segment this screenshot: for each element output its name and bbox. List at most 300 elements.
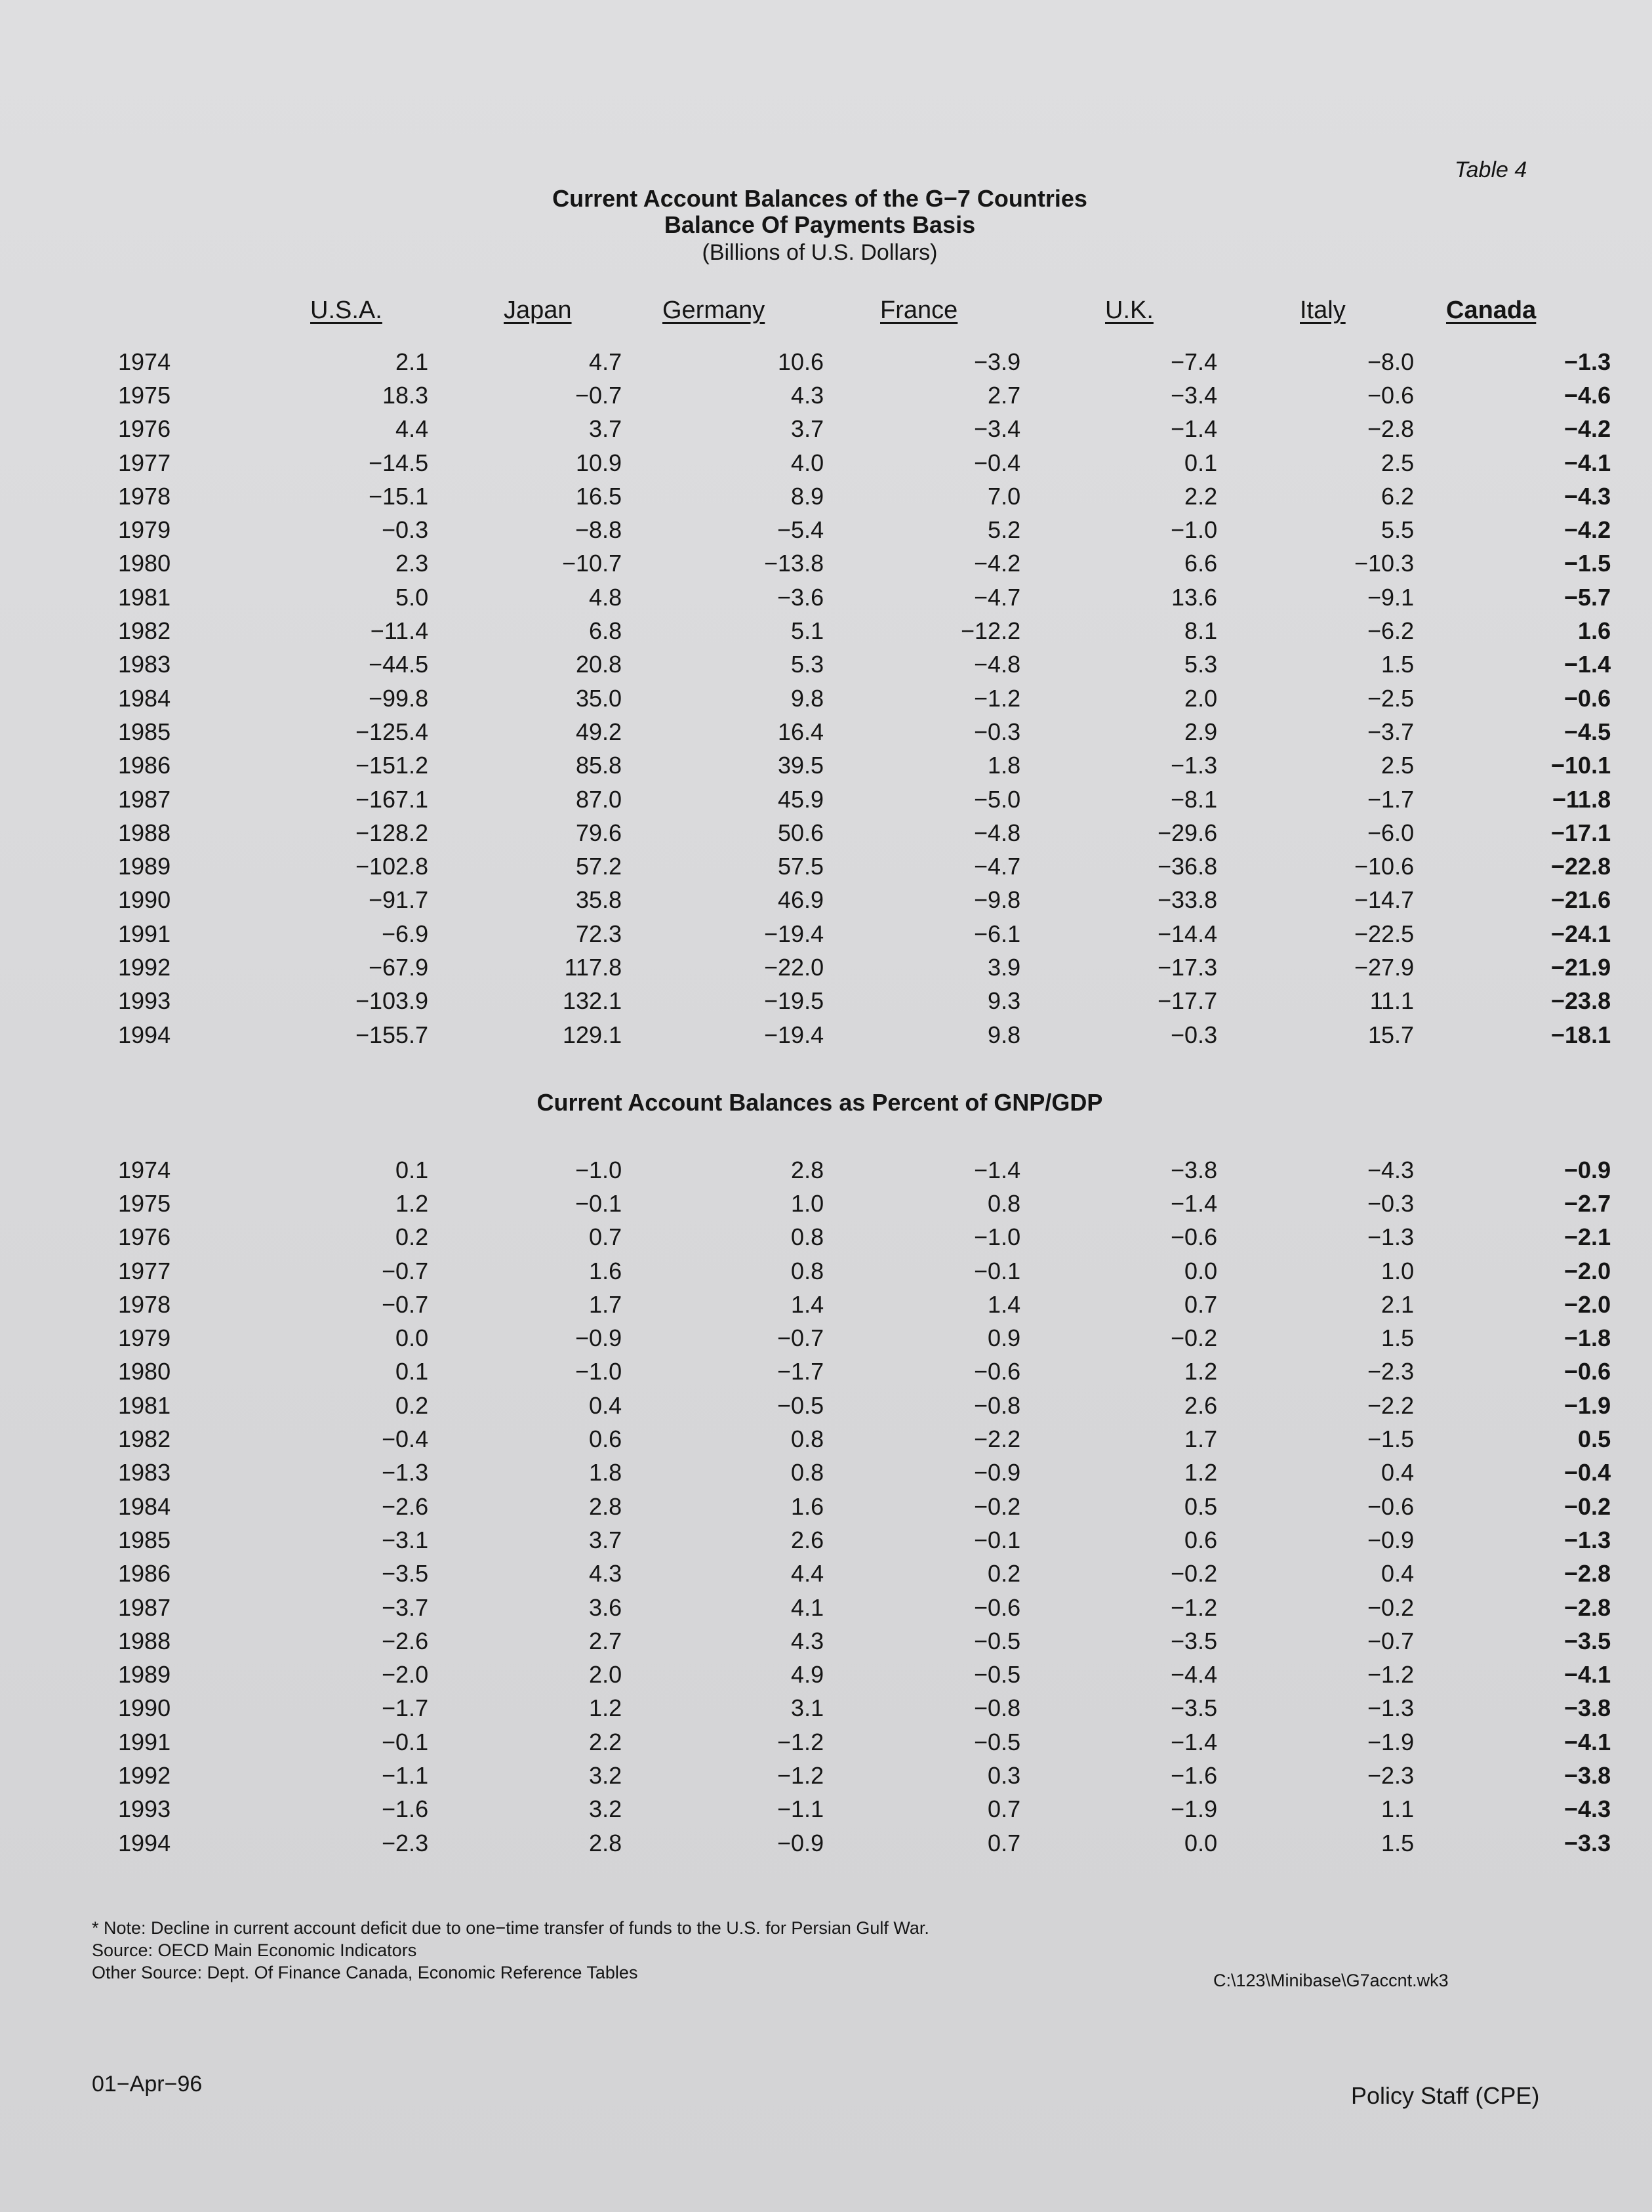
value-cell: 0.6 [589, 1425, 622, 1453]
source-line: Source: OECD Main Economic Indicators [92, 1940, 417, 1960]
value-cell: 2.2 [1184, 482, 1218, 510]
page-subtitle: Balance Of Payments Basis [664, 211, 976, 238]
value-cell: −0.6 [1367, 381, 1415, 409]
table-row [118, 1422, 1611, 1456]
year-cell: 1990 [118, 886, 171, 914]
year-cell: 1975 [118, 1189, 171, 1217]
value-cell: −0.5 [777, 1391, 824, 1419]
value-cell: 0.0 [395, 1324, 429, 1352]
value-cell: −1.2 [777, 1761, 824, 1789]
value-cell: 87.0 [576, 785, 622, 813]
value-cell: 0.4 [1381, 1560, 1415, 1587]
value-cell: −0.1 [382, 1728, 429, 1755]
value-cell: 2.0 [1184, 684, 1218, 712]
value-cell: −0.2 [1564, 1492, 1611, 1520]
value-cell: −0.2 [974, 1492, 1021, 1520]
value-cell: 0.7 [1184, 1290, 1218, 1318]
table-row [118, 715, 1611, 748]
value-cell: 0.7 [589, 1223, 622, 1251]
value-cell: 5.0 [395, 583, 429, 611]
value-cell: −1.1 [777, 1795, 824, 1823]
value-cell: 0.8 [791, 1223, 824, 1251]
year-cell: 1975 [118, 381, 171, 409]
value-cell: 2.8 [791, 1156, 824, 1183]
value-cell: −8.1 [1171, 785, 1218, 813]
value-cell: 0.6 [1184, 1526, 1218, 1553]
value-cell: −24.1 [1551, 920, 1611, 947]
value-cell: −0.6 [1367, 1492, 1415, 1520]
value-cell: −17.3 [1158, 953, 1218, 981]
value-cell: 129.1 [563, 1021, 622, 1048]
value-cell: −0.1 [974, 1526, 1021, 1553]
year-cell: 1983 [118, 1459, 171, 1486]
value-cell: −4.7 [974, 583, 1021, 611]
value-cell: −4.3 [1564, 482, 1611, 510]
value-cell: −6.1 [974, 920, 1021, 947]
value-cell: −10.3 [1354, 550, 1415, 577]
value-cell: 0.9 [988, 1324, 1021, 1352]
value-cell: −1.6 [1171, 1761, 1218, 1789]
year-cell: 1979 [118, 516, 171, 544]
value-cell: 5.2 [988, 516, 1021, 544]
value-cell: 11.1 [1369, 987, 1415, 1015]
value-cell: −10.1 [1551, 752, 1611, 779]
section-title-percent: Current Account Balances as Percent of GNP/GDP [536, 1089, 1103, 1116]
value-cell: 2.6 [791, 1526, 824, 1553]
table-label: Table 4 [1455, 157, 1527, 182]
table-row [118, 917, 1611, 951]
value-cell: −0.8 [974, 1694, 1021, 1722]
value-cell: −3.5 [1564, 1627, 1611, 1654]
value-cell: 1.0 [791, 1189, 824, 1217]
value-cell: 2.8 [589, 1492, 622, 1520]
column-header-uk: U.K. [1105, 297, 1154, 324]
value-cell: −2.6 [382, 1492, 429, 1520]
value-cell: −1.8 [1564, 1324, 1611, 1352]
value-cell: −1.2 [974, 684, 1021, 712]
table-row [118, 951, 1611, 984]
year-cell: 1986 [118, 1560, 171, 1587]
value-cell: −11.4 [370, 617, 429, 645]
value-cell: 6.8 [589, 617, 622, 645]
value-cell: −3.4 [974, 415, 1021, 443]
year-cell: 1990 [118, 1694, 171, 1722]
value-cell: −0.3 [1171, 1021, 1218, 1048]
value-cell: −1.3 [1367, 1223, 1415, 1251]
table-row [118, 1254, 1611, 1288]
author-label: Policy Staff (CPE) [1351, 2082, 1540, 2109]
table-row [118, 1221, 1611, 1254]
value-cell: −1.4 [1171, 1189, 1218, 1217]
value-cell: −0.6 [1171, 1223, 1218, 1251]
table-row [118, 1523, 1611, 1557]
value-cell: 2.2 [589, 1728, 622, 1755]
value-cell: −3.4 [1171, 381, 1218, 409]
value-cell: −1.2 [1171, 1593, 1218, 1621]
year-cell: 1980 [118, 1358, 171, 1385]
table-row [118, 783, 1611, 816]
table-row [118, 816, 1611, 850]
value-cell: −167.1 [355, 785, 429, 813]
value-cell: −22.0 [764, 953, 824, 981]
value-cell: 2.1 [1381, 1290, 1415, 1318]
year-cell: 1984 [118, 1492, 171, 1520]
value-cell: 117.8 [564, 953, 622, 981]
value-cell: −13.8 [764, 550, 824, 577]
table-row [118, 547, 1611, 581]
value-cell: 79.6 [576, 819, 622, 846]
value-cell: −7.4 [1171, 348, 1218, 375]
value-cell: 0.0 [1184, 1257, 1218, 1284]
value-cell: −4.1 [1564, 1728, 1611, 1755]
value-cell: 1.0 [1381, 1257, 1415, 1284]
value-cell: −18.1 [1551, 1021, 1611, 1048]
value-cell: −22.8 [1551, 853, 1611, 880]
table-row [118, 1288, 1611, 1321]
year-cell: 1976 [118, 415, 171, 443]
value-cell: −1.4 [974, 1156, 1021, 1183]
value-cell: −14.5 [369, 449, 429, 476]
value-cell: 1.6 [1578, 617, 1611, 645]
value-cell: −1.4 [1171, 415, 1218, 443]
value-cell: 0.7 [988, 1795, 1021, 1823]
value-cell: 2.1 [395, 348, 429, 375]
value-cell: −128.2 [355, 819, 429, 846]
value-cell: 0.0 [1184, 1829, 1218, 1856]
year-cell: 1989 [118, 853, 171, 880]
value-cell: −91.7 [369, 886, 429, 914]
value-cell: 1.8 [589, 1459, 622, 1486]
value-cell: 18.3 [382, 381, 429, 409]
value-cell: 0.4 [589, 1391, 622, 1419]
value-cell: −19.4 [764, 1021, 824, 1048]
value-cell: −1.5 [1367, 1425, 1415, 1453]
value-cell: −155.7 [355, 1021, 429, 1048]
value-cell: −4.2 [1564, 415, 1611, 443]
value-cell: 16.5 [576, 482, 622, 510]
value-cell: 9.8 [988, 1021, 1021, 1048]
value-cell: −15.1 [369, 482, 429, 510]
value-cell: −0.5 [974, 1661, 1021, 1689]
value-cell: 50.6 [778, 819, 824, 846]
value-cell: −1.3 [1171, 752, 1218, 779]
column-header-germany: Germany [662, 297, 765, 324]
value-cell: −5.7 [1564, 583, 1611, 611]
value-cell: −33.8 [1158, 886, 1218, 914]
value-cell: −125.4 [355, 718, 429, 745]
value-cell: −2.1 [1564, 1223, 1611, 1251]
value-cell: −23.8 [1551, 987, 1611, 1015]
value-cell: −103.9 [355, 987, 429, 1015]
table-row [118, 1624, 1611, 1658]
value-cell: −8.0 [1367, 348, 1415, 375]
value-cell: −3.5 [1171, 1694, 1218, 1722]
year-cell: 1991 [118, 1728, 171, 1755]
value-cell: 5.1 [791, 617, 824, 645]
value-cell: −2.8 [1367, 415, 1415, 443]
value-cell: −0.6 [1564, 684, 1611, 712]
value-cell: −2.7 [1564, 1189, 1611, 1217]
value-cell: 0.8 [791, 1425, 824, 1453]
value-cell: −19.4 [764, 920, 824, 947]
value-cell: 0.2 [988, 1560, 1021, 1587]
value-cell: −9.1 [1367, 583, 1415, 611]
year-cell: 1993 [118, 1795, 171, 1823]
value-cell: −44.5 [369, 651, 429, 678]
value-cell: −12.2 [961, 617, 1021, 645]
value-cell: −0.7 [382, 1290, 429, 1318]
value-cell: −3.9 [974, 348, 1021, 375]
value-cell: 2.5 [1381, 752, 1415, 779]
value-cell: 2.5 [1381, 449, 1415, 476]
value-cell: 0.8 [791, 1257, 824, 1284]
value-cell: 10.9 [576, 449, 622, 476]
value-cell: −0.9 [777, 1829, 824, 1856]
value-cell: −0.3 [382, 516, 429, 544]
value-cell: 4.1 [791, 1593, 824, 1621]
value-cell: −36.8 [1158, 853, 1218, 880]
table-row [118, 446, 1611, 480]
year-cell: 1994 [118, 1021, 171, 1048]
year-cell: 1977 [118, 449, 171, 476]
value-cell: −3.3 [1564, 1829, 1611, 1856]
table-row [118, 1490, 1611, 1523]
value-cell: 3.7 [589, 415, 622, 443]
value-cell: 15.7 [1368, 1021, 1415, 1048]
year-cell: 1985 [118, 1526, 171, 1553]
year-cell: 1987 [118, 1593, 171, 1621]
value-cell: −0.6 [974, 1358, 1021, 1385]
year-cell: 1987 [118, 785, 171, 813]
value-cell: 49.2 [576, 718, 622, 745]
value-cell: −6.9 [382, 920, 429, 947]
year-cell: 1986 [118, 752, 171, 779]
value-cell: −1.4 [1564, 651, 1611, 678]
value-cell: 1.5 [1381, 651, 1415, 678]
value-cell: 9.3 [988, 987, 1021, 1015]
value-cell: −0.3 [974, 718, 1021, 745]
value-cell: 20.8 [576, 651, 622, 678]
value-cell: −4.5 [1564, 718, 1611, 745]
value-cell: −9.8 [974, 886, 1021, 914]
value-cell: 1.1 [1381, 1795, 1415, 1823]
value-cell: −2.5 [1367, 684, 1415, 712]
value-cell: 3.7 [589, 1526, 622, 1553]
value-cell: 3.9 [988, 953, 1021, 981]
table-row [118, 614, 1611, 647]
value-cell: −0.5 [974, 1627, 1021, 1654]
value-cell: 13.6 [1171, 583, 1218, 611]
value-cell: 0.2 [395, 1391, 429, 1419]
table-row [118, 1826, 1611, 1860]
value-cell: −1.3 [1564, 348, 1611, 375]
value-cell: 4.7 [589, 348, 622, 375]
value-cell: −1.7 [777, 1358, 824, 1385]
value-cell: −0.4 [1564, 1459, 1611, 1486]
value-cell: −2.2 [974, 1425, 1021, 1453]
year-cell: 1984 [118, 684, 171, 712]
column-header-japan: Japan [504, 297, 572, 324]
value-cell: 2.0 [589, 1661, 622, 1689]
table-row [118, 1725, 1611, 1759]
table-row [118, 1389, 1611, 1422]
value-cell: 0.4 [1381, 1459, 1415, 1486]
year-cell: 1991 [118, 920, 171, 947]
value-cell: −6.0 [1367, 819, 1415, 846]
value-cell: −67.9 [369, 953, 429, 981]
value-cell: −4.7 [974, 853, 1021, 880]
value-cell: −0.7 [1367, 1627, 1415, 1654]
value-cell: −2.8 [1564, 1560, 1611, 1587]
year-cell: 1988 [118, 1627, 171, 1654]
value-cell: −3.7 [1367, 718, 1415, 745]
value-cell: 1.5 [1381, 1324, 1415, 1352]
value-cell: −11.8 [1552, 785, 1611, 813]
year-cell: 1989 [118, 1661, 171, 1689]
value-cell: 5.5 [1381, 516, 1415, 544]
value-cell: 1.4 [791, 1290, 824, 1318]
value-cell: 2.7 [589, 1627, 622, 1654]
value-cell: −0.7 [382, 1257, 429, 1284]
value-cell: 0.5 [1184, 1492, 1218, 1520]
value-cell: −21.6 [1551, 886, 1611, 914]
value-cell: −3.5 [382, 1560, 429, 1587]
table-row [118, 1456, 1611, 1490]
value-cell: 3.1 [791, 1694, 824, 1722]
value-cell: −0.6 [974, 1593, 1021, 1621]
value-cell: −1.0 [1171, 516, 1218, 544]
value-cell: −17.7 [1158, 987, 1218, 1015]
value-cell: −151.2 [355, 752, 429, 779]
column-header-italy: Italy [1300, 297, 1346, 324]
year-cell: 1983 [118, 651, 171, 678]
value-cell: −102.8 [355, 853, 429, 880]
value-cell: −27.9 [1354, 953, 1415, 981]
value-cell: −1.0 [974, 1223, 1021, 1251]
percent-table [118, 1153, 1611, 1860]
value-cell: −3.6 [777, 583, 824, 611]
year-cell: 1981 [118, 583, 171, 611]
year-cell: 1994 [118, 1829, 171, 1856]
value-cell: −14.7 [1354, 886, 1415, 914]
table-row [118, 1692, 1611, 1725]
value-cell: 4.0 [791, 449, 824, 476]
value-cell: −2.3 [1367, 1761, 1415, 1789]
table-row [118, 513, 1611, 546]
table-row [118, 1658, 1611, 1691]
value-cell: −4.2 [974, 550, 1021, 577]
value-cell: −4.2 [1564, 516, 1611, 544]
value-cell: −1.3 [1564, 1526, 1611, 1553]
value-cell: 4.3 [589, 1560, 622, 1587]
value-cell: −6.2 [1367, 617, 1415, 645]
value-cell: −8.8 [575, 516, 622, 544]
table-row [118, 413, 1611, 446]
value-cell: 45.9 [778, 785, 824, 813]
value-cell: −0.7 [777, 1324, 824, 1352]
value-cell: −0.9 [1564, 1156, 1611, 1183]
value-cell: 1.6 [589, 1257, 622, 1284]
value-cell: −4.1 [1564, 1661, 1611, 1689]
table-row [118, 1321, 1611, 1355]
value-cell: −4.4 [1171, 1661, 1218, 1689]
value-cell: 0.1 [395, 1358, 429, 1385]
table-row [118, 480, 1611, 513]
value-cell: −2.0 [1564, 1290, 1611, 1318]
value-cell: −1.2 [777, 1728, 824, 1755]
value-cell: 2.3 [395, 550, 429, 577]
value-cell: −0.1 [575, 1189, 622, 1217]
value-cell: 0.1 [1184, 449, 1218, 476]
value-cell: −0.9 [974, 1459, 1021, 1486]
value-cell: 1.8 [988, 752, 1021, 779]
value-cell: −1.9 [1367, 1728, 1415, 1755]
value-cell: −5.4 [777, 516, 824, 544]
value-cell: 8.9 [791, 482, 824, 510]
value-cell: −0.4 [974, 449, 1021, 476]
value-cell: 39.5 [778, 752, 824, 779]
value-cell: −14.4 [1158, 920, 1218, 947]
year-cell: 1982 [118, 617, 171, 645]
value-cell: 10.6 [778, 348, 824, 375]
value-cell: −17.1 [1551, 819, 1611, 846]
table-row [118, 1018, 1611, 1052]
value-cell: 85.8 [576, 752, 622, 779]
value-cell: 2.6 [1184, 1391, 1218, 1419]
table-row [118, 345, 1611, 379]
other-source-line: Other Source: Dept. Of Finance Canada, Economic Reference Tables [92, 1963, 638, 1982]
column-header-france: France [880, 297, 958, 324]
value-cell: −1.1 [382, 1761, 429, 1789]
value-cell: −22.5 [1354, 920, 1415, 947]
year-cell: 1982 [118, 1425, 171, 1453]
table-row [118, 985, 1611, 1018]
value-cell: −3.8 [1171, 1156, 1218, 1183]
value-cell: −2.6 [382, 1627, 429, 1654]
value-cell: 5.3 [1184, 651, 1218, 678]
value-cell: −0.2 [1171, 1560, 1218, 1587]
value-cell: 6.2 [1381, 482, 1415, 510]
year-cell: 1977 [118, 1257, 171, 1284]
page-title: Current Account Balances of the G−7 Countries [552, 185, 1087, 212]
value-cell: −1.0 [575, 1358, 622, 1385]
value-cell: 1.7 [1184, 1425, 1218, 1453]
value-cell: 3.2 [589, 1761, 622, 1789]
value-cell: −0.6 [1564, 1358, 1611, 1385]
value-cell: −0.5 [974, 1728, 1021, 1755]
value-cell: 1.2 [395, 1189, 429, 1217]
value-cell: 8.1 [1184, 617, 1218, 645]
table-row [118, 1153, 1611, 1187]
value-cell: 16.4 [778, 718, 824, 745]
year-cell: 1978 [118, 482, 171, 510]
value-cell: 9.8 [791, 684, 824, 712]
table-row [118, 749, 1611, 783]
value-cell: −1.7 [1367, 785, 1415, 813]
value-cell: −4.3 [1367, 1156, 1415, 1183]
value-cell: −5.0 [974, 785, 1021, 813]
table-row [118, 1187, 1611, 1220]
value-cell: −2.3 [382, 1829, 429, 1856]
value-cell: 35.8 [576, 886, 622, 914]
value-cell: −2.0 [382, 1661, 429, 1689]
value-cell: −2.8 [1564, 1593, 1611, 1621]
value-cell: 4.3 [791, 1627, 824, 1654]
value-cell: 5.3 [791, 651, 824, 678]
value-cell: 57.2 [576, 853, 622, 880]
value-cell: −1.3 [1367, 1694, 1415, 1722]
table-row [118, 884, 1611, 917]
